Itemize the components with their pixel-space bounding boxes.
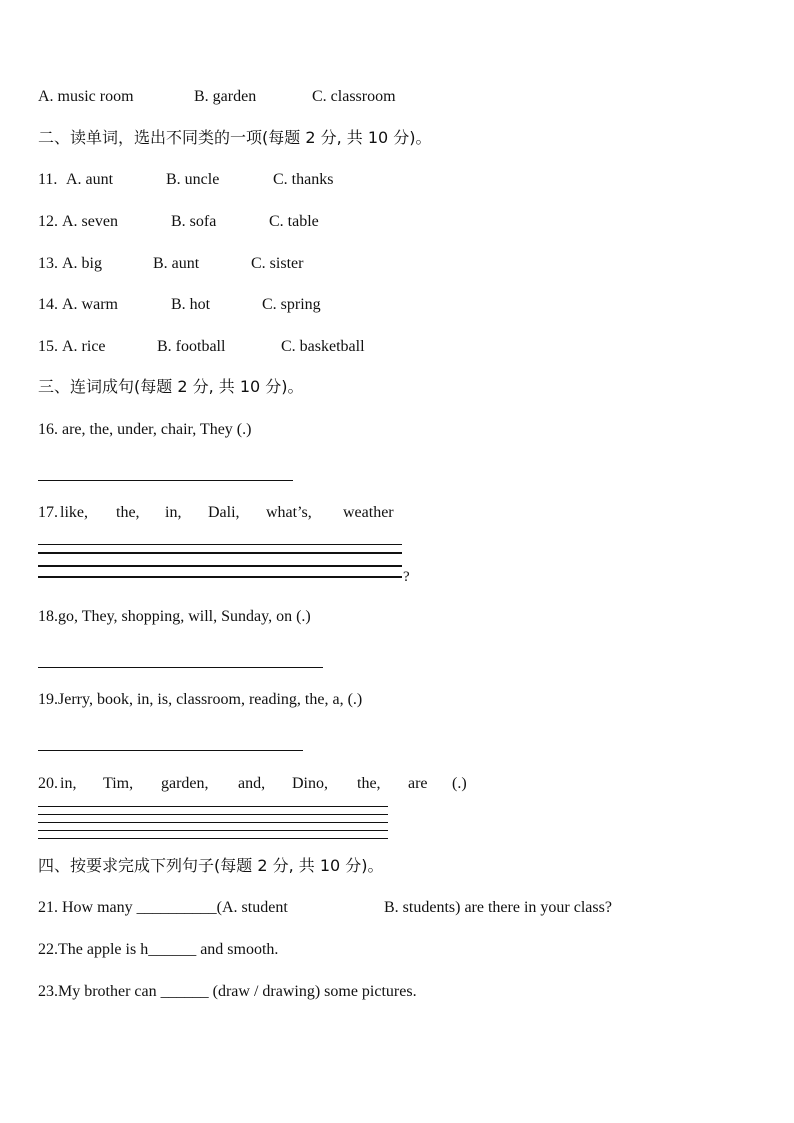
option-a: A. big bbox=[62, 255, 102, 272]
question-17 bbox=[38, 503, 418, 523]
option-c: C. thanks bbox=[273, 171, 334, 188]
option-c: C. spring bbox=[262, 296, 321, 313]
word: the, bbox=[357, 775, 381, 792]
section3-title: 三、连词成句(每题 2 分, 共 10 分)。 bbox=[38, 377, 304, 396]
question-16: 16. are, the, under, chair, They (.) bbox=[38, 421, 252, 438]
option-a: A. aunt bbox=[66, 171, 114, 188]
q10-option-b: B. garden bbox=[194, 88, 257, 105]
section4-title: 四、按要求完成下列句子(每题 2 分, 共 10 分)。 bbox=[38, 856, 384, 875]
answer-line bbox=[38, 565, 402, 567]
answer-line bbox=[38, 667, 323, 668]
answer-line bbox=[38, 822, 388, 823]
word: and, bbox=[238, 775, 266, 792]
word: in, bbox=[165, 504, 182, 521]
q10-option-c: C. classroom bbox=[312, 88, 396, 105]
q10-option-a: A. music room bbox=[38, 88, 134, 105]
option-c: C. sister bbox=[251, 255, 304, 272]
question-number: 13. bbox=[38, 255, 58, 272]
question-23: 23.My brother can ______ (draw / drawing) some pictures. bbox=[38, 983, 417, 1000]
question-number: 11. bbox=[38, 171, 58, 188]
option-b: B. aunt bbox=[153, 255, 200, 272]
question-18: 18.go, They, shopping, will, Sunday, on (.) bbox=[38, 608, 311, 625]
word: garden, bbox=[161, 775, 209, 792]
answer-line bbox=[38, 552, 402, 554]
answer-line bbox=[38, 814, 388, 815]
option-b: B. hot bbox=[171, 296, 211, 313]
question-number: 12. bbox=[38, 213, 58, 230]
option-b: B. football bbox=[157, 338, 226, 355]
word: weather bbox=[343, 504, 394, 521]
answer-line bbox=[38, 480, 293, 481]
word: what’s, bbox=[266, 504, 312, 521]
answer-line bbox=[38, 750, 303, 751]
answer-line bbox=[38, 576, 402, 578]
answer-line bbox=[38, 830, 388, 831]
question-number: 15. bbox=[38, 338, 58, 355]
answer-line bbox=[38, 838, 388, 839]
word: Dino, bbox=[292, 775, 328, 792]
question-number: 17. bbox=[38, 504, 58, 521]
option-a: A. rice bbox=[62, 338, 106, 355]
question-number: 14. bbox=[38, 296, 58, 313]
option-c: C. basketball bbox=[281, 338, 365, 355]
option-a: A. warm bbox=[62, 296, 118, 313]
option-b: B. uncle bbox=[166, 171, 220, 188]
word: Tim, bbox=[103, 775, 134, 792]
question-number: 20. bbox=[38, 775, 58, 792]
section2-title: 二、读单词，选出不同类的一项(每题 2 分, 共 10 分)。 bbox=[38, 128, 432, 147]
question-21 bbox=[38, 898, 658, 918]
word: (.) bbox=[452, 775, 467, 792]
answer-line bbox=[38, 806, 388, 807]
question-19: 19.Jerry, book, in, is, classroom, reading, the, a, (.) bbox=[38, 691, 363, 708]
option-b: B. sofa bbox=[171, 213, 217, 230]
question-21-text: 21. How many __________(A. student bbox=[38, 899, 288, 916]
word: like, bbox=[60, 504, 88, 521]
question-20 bbox=[38, 774, 478, 794]
word: in, bbox=[60, 775, 77, 792]
question-21-option-b: B. students) are there in your class? bbox=[384, 899, 612, 916]
option-a: A. seven bbox=[62, 213, 118, 230]
word: are bbox=[408, 775, 428, 792]
word: the, bbox=[116, 504, 140, 521]
question-mark: ? bbox=[403, 569, 410, 585]
question-22: 22.The apple is h______ and smooth. bbox=[38, 941, 279, 958]
option-c: C. table bbox=[269, 213, 319, 230]
answer-line bbox=[38, 544, 402, 545]
word: Dali, bbox=[208, 504, 240, 521]
